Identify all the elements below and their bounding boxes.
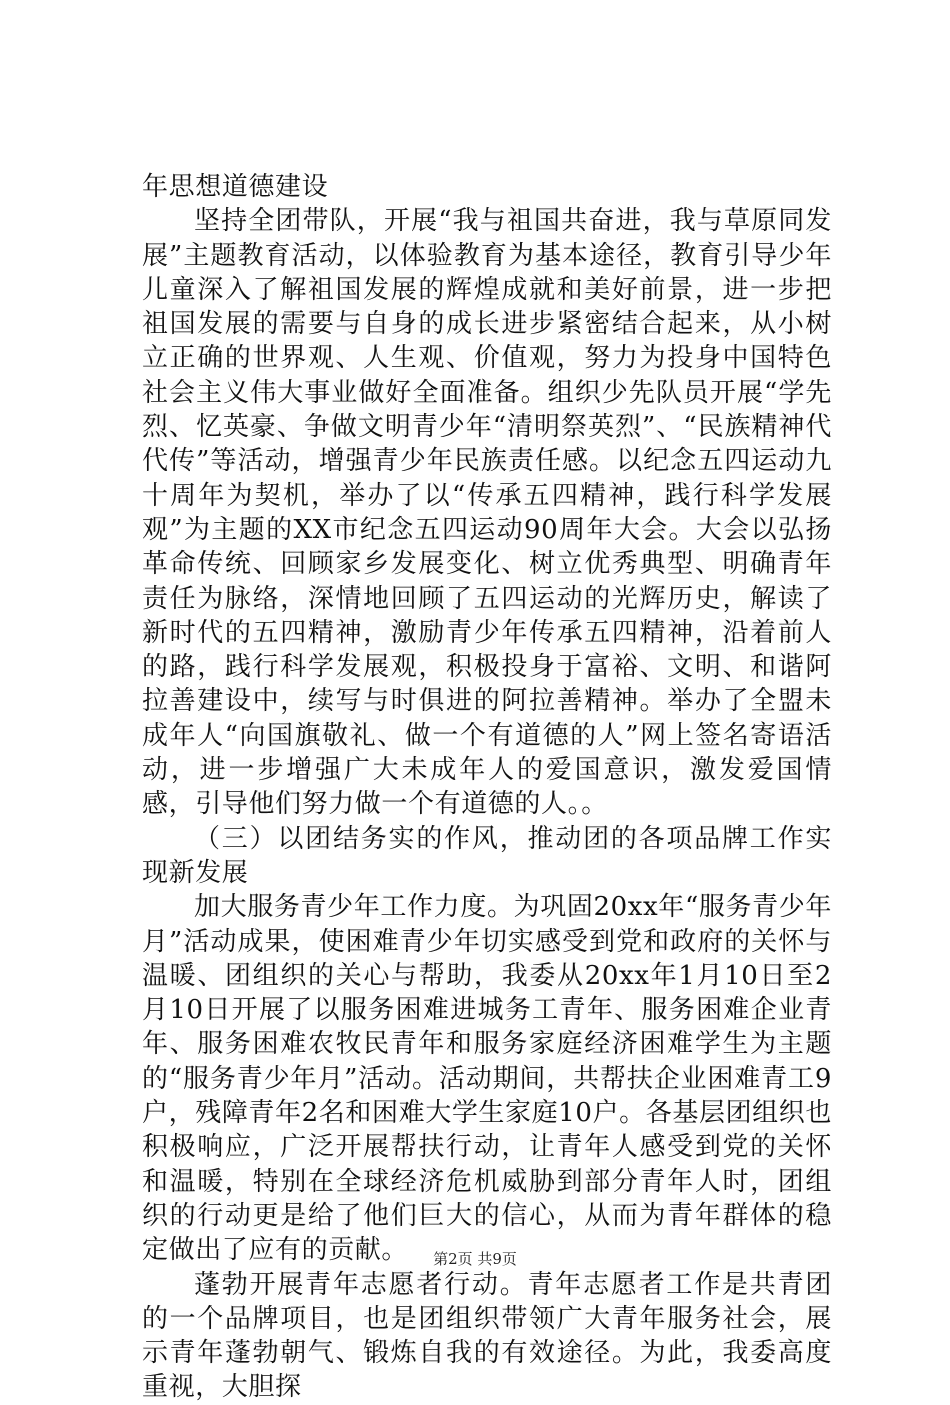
paragraph-youth-service: 加大服务青少年工作力度。为巩固20xx年“服务青少年月”活动成果，使困难青少年切实感受到党和政府的关怀与温暖、团组织的关心与帮助，我委从20xx年1月10日至2月10日开展了以服务困难进城务工青年、服务困难企业青年、服务困难农牧民青年和服务家庭经济困难学生为主题的“服务青少年月”活动。活动期间，共帮扶企业困难青工9户，残障青年2名和困难大学生家庭10户。各基层团组织也积极响应，广泛开展帮扶行动，让青年人感受到党的关怀和温暖，特别在全球经济危机威胁到部分青年人时，团组织的行动更是给了他们巨大的信心，从而为青年群体的稳定做出了应有的贡献。 (142, 892, 832, 1266)
document-body (142, 170, 832, 1405)
paragraph-volunteer-action: 蓬勃开展青年志愿者行动。青年志愿者工作是共青团的一个品牌项目，也是团组织带领广大青年服务社会，展示青年蓬勃朝气、锻炼自我的有效途径。为此，我委高度重视，大胆探 (142, 1269, 832, 1403)
section-heading-three: （三）以团结务实的作风，推动团的各项品牌工作实现新发展 (142, 823, 832, 888)
paragraph-moral-education: 坚持全团带队，开展“我与祖国共奋进，我与草原同发展”主题教育活动，以体验教育为基本途径，教育引导少年儿童深入了解祖国发展的辉煌成就和美好前景，进一步把祖国发展的需要与自身的成长进步紧密结合起来，从小树立正确的世界观、人生观、价值观，努力为投身中国特色社会主义伟大事业做好全面准备。组织少先队员开展“学先烈、忆英豪、争做文明青少年“清明祭英烈”、“民族精神代代传”等活动，增强青少年民族责任感。以纪念五四运动九十周年为契机，举办了以“传承五四精神，践行科学发展观”为主题的XX市纪念五四运动90周年大会。大会以弘扬革命传统、回顾家乡发展变化、树立优秀典型、明确青年责任为脉络，深情地回顾了五四运动的光辉历史，解读了新时代的五四精神，激励青少年传承五四精神，沿着前人的路，践行科学发展观，积极投身于富裕、文明、和谐阿拉善建设中，续写与时俱进的阿拉善精神。举办了全盟未成年人“向国旗敬礼、做一个有道德的人”网上签名寄语活动，进一步增强广大未成年人的爱国意识，激发爱国情感，引导他们努力做一个有道德的人。。 (142, 206, 832, 820)
paragraph-section-tail: 年思想道德建设 (142, 172, 329, 202)
page-number-footer: 第2页 共9页 (433, 1250, 517, 1268)
